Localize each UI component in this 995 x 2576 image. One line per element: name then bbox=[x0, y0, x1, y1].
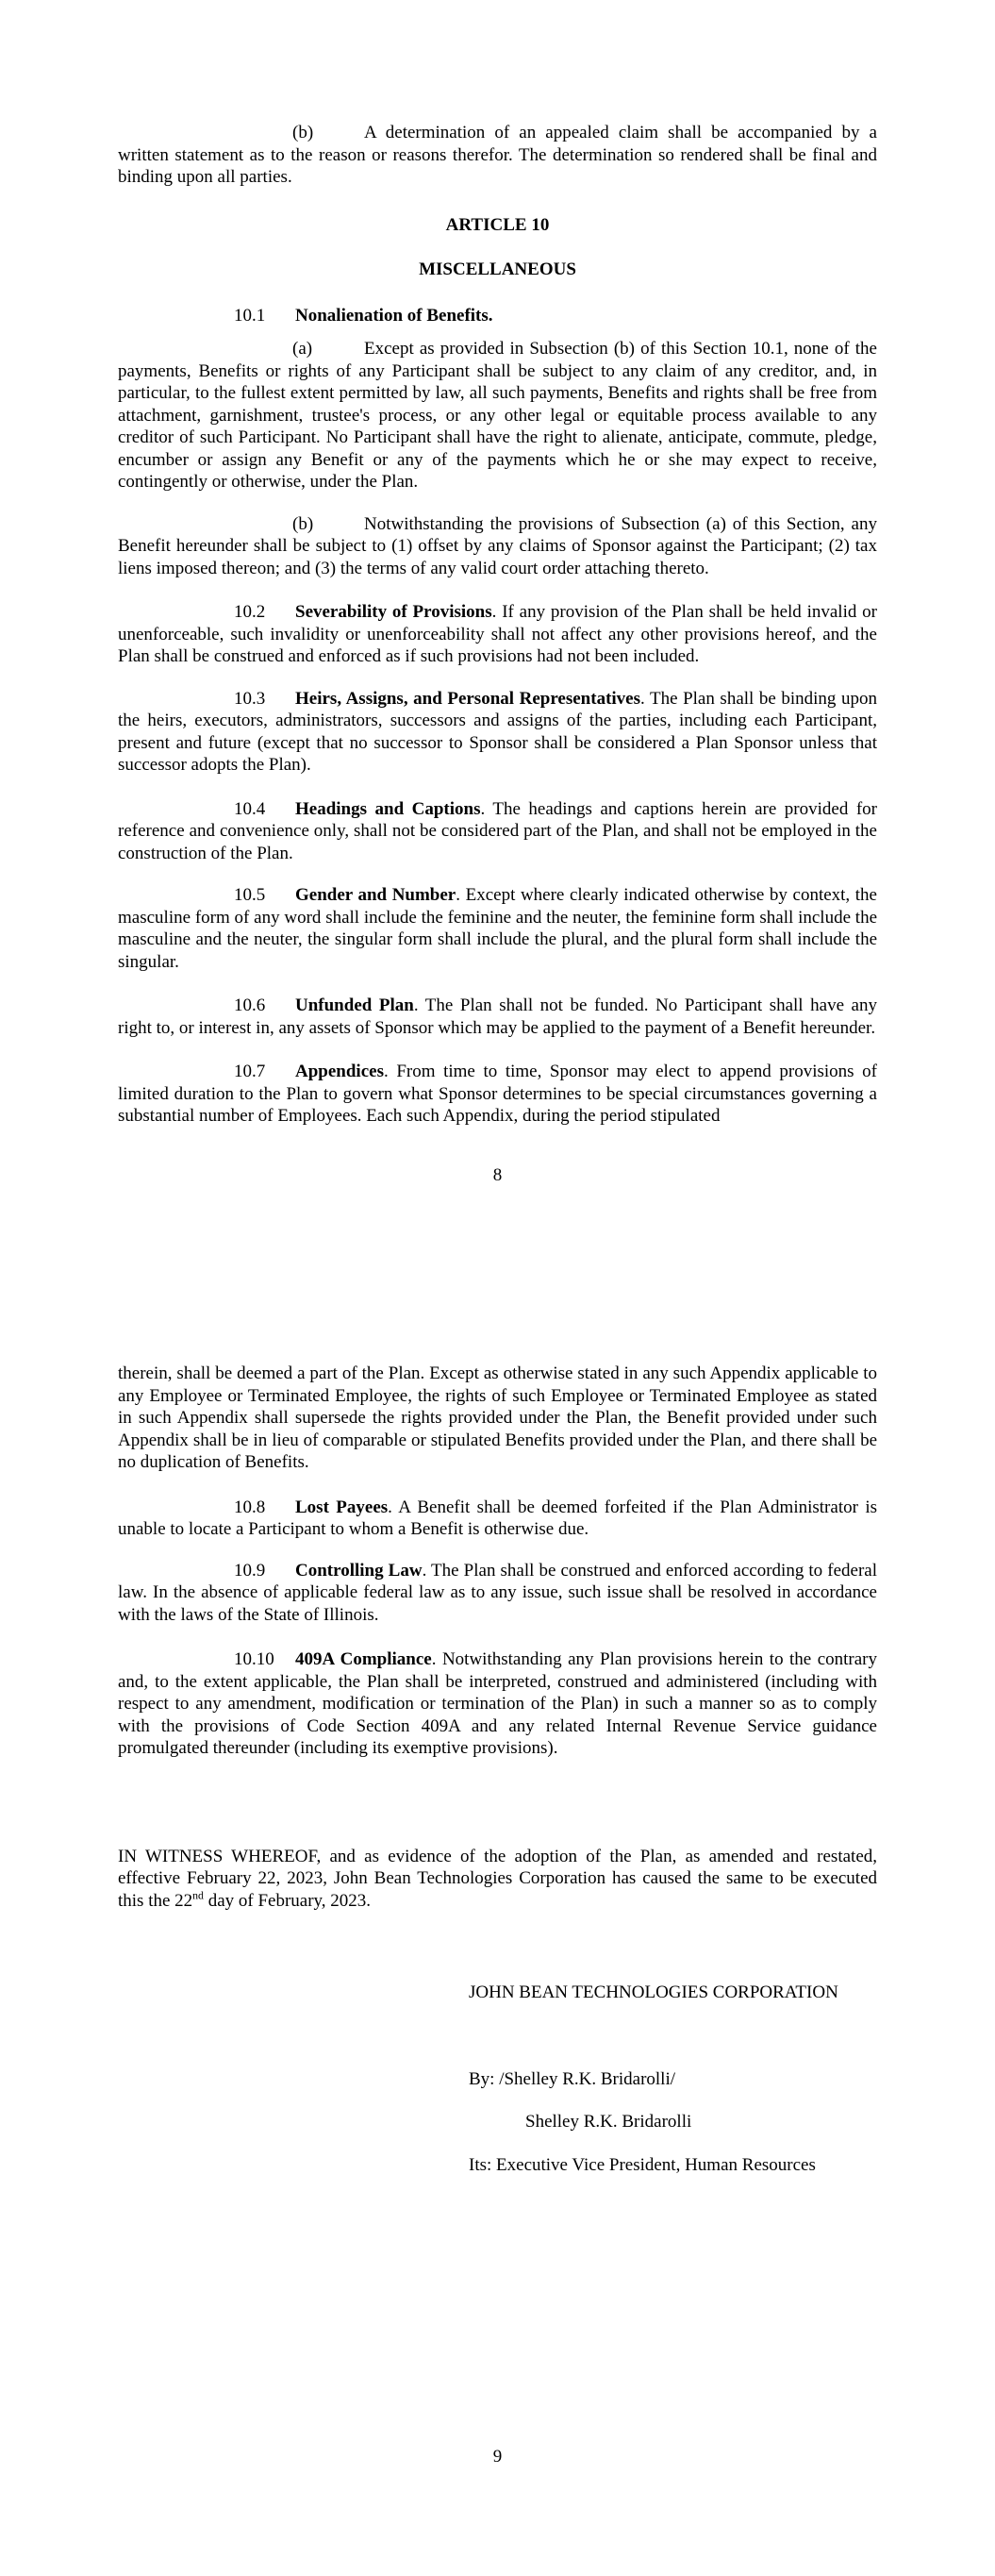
section-number: 10.2 bbox=[234, 602, 266, 622]
ordinal-superscript: nd bbox=[192, 1889, 204, 1902]
section-number: 10.6 bbox=[234, 995, 266, 1015]
section-number: 10.1 bbox=[234, 305, 266, 326]
section-10-2-paragraph bbox=[118, 601, 877, 668]
section-title: Severability of Provisions bbox=[295, 602, 492, 622]
section-10-10-paragraph bbox=[118, 1648, 877, 1760]
section-title: Headings and Captions bbox=[295, 798, 481, 819]
section-body: . Notwithstanding any Plan provisions herein to the contrary and, to the extent applicable, the Plan shall be interpreted, construed and administered (including with respect to any amendment, modification or termination of the Plan) in such a manner so as to comply with the provisions of Code Section 409A and any related Internal Revenue Service guidance promulgated thereunder (including its exemptive provisions). bbox=[118, 1649, 878, 1758]
section-number: 10.3 bbox=[234, 688, 266, 709]
section-10-1-heading bbox=[118, 305, 877, 327]
subsection-b-marker: (b) bbox=[292, 123, 314, 142]
subsection-b-marker: (b) bbox=[292, 513, 314, 534]
appeal-determination-text: A determination of an appealed claim shall be accompanied by a written statement as to the reason or reasons therefor. The determination so rendered shall be final and binding upon all parties. bbox=[118, 123, 877, 187]
section-body: . The Plan shall be binding upon the heirs, executors, administrators, successors and assigns of the parties, including each Participant, present and future (except that no successor to Sponsor shall be considered a Plan Sponsor unless that successor adopts the Plan). bbox=[118, 688, 877, 775]
witness-text-end: day of February, 2023. bbox=[203, 1890, 372, 1911]
signature-by-line: By: /Shelley R.K. Bridarolli/ bbox=[469, 2068, 676, 2089]
section-body: . The Plan shall not be funded. No Participant shall have any right to, or interest in, any assets of Sponsor which may be applied to the payment of a Benefit hereunder. bbox=[118, 995, 877, 1038]
section-number: 10.9 bbox=[234, 1560, 266, 1581]
section-title: Unfunded Plan bbox=[295, 995, 414, 1015]
section-body: . The Plan shall be construed and enforced according to federal law. In the absence of applicable federal law as to any issue, such issue shall be resolved in accordance with the laws of the State of Illinois. bbox=[118, 1560, 877, 1625]
article-subheading: MISCELLANEOUS bbox=[419, 259, 576, 279]
subsection-a-text: Except as provided in Subsection (b) of this Section 10.1, none of the payments, Benefits or rights of any Participant shall be subject to any claim of any creditor, and, in particular, to the fullest extent permitted by law, all such payments, Benefits and rights shall be free from attachment, garnishment, trustee's process, or any other legal or equitable process available to any creditor of such Participant. No Participant shall have the right to alienate, anticipate, commute, pledge, encumber or assign any Benefit or any of the payments which he or she may expect to receive, contingently or otherwise, under the Plan. bbox=[118, 339, 877, 492]
page-number-9: 9 bbox=[492, 2447, 503, 2467]
section-10-4-paragraph bbox=[118, 798, 877, 865]
section-number: 10.8 bbox=[234, 1497, 266, 1517]
appendix-continuation-paragraph: therein, shall be deemed a part of the Plan. Except as otherwise stated in any such Appendix applicable to any Employee or Terminated Employee, the rights of such Employee or Terminated Employee as stated in such Appendix shall supersede the rights provided under the Plan, the Benefit provided under such Appendix shall be in lieu of comparable or stipulated Benefits provided under the Plan, and there shall be no duplication of Benefits. bbox=[118, 1363, 877, 1472]
witness-paragraph bbox=[118, 1846, 877, 1913]
section-body: . If any provision of the Plan shall be held invalid or unenforceable, such invalidity or unenforceability shall not affect any other provisions hereof, and the Plan shall be construed and enforced as if such provisions had not been included. bbox=[118, 602, 877, 666]
section-10-6-paragraph bbox=[118, 995, 877, 1039]
document-page-2 bbox=[118, 1363, 877, 2468]
subsection-a-paragraph bbox=[118, 338, 877, 493]
section-body: . A Benefit shall be deemed forfeited if the Plan Administrator is unable to locate a Participant to whom a Benefit is otherwise due. bbox=[118, 1497, 878, 1539]
article-heading: ARTICLE 10 bbox=[445, 214, 550, 235]
section-10-3-paragraph bbox=[118, 688, 877, 777]
document-page-1 bbox=[118, 122, 877, 1186]
page-number-8: 8 bbox=[492, 1164, 503, 1185]
section-body: . The headings and captions herein are provided for reference and convenience only, shall not be considered part of the Plan, and shall not be employed in the construction of the Plan. bbox=[118, 798, 877, 863]
section-10-7-paragraph bbox=[118, 1061, 877, 1128]
section-title: Controlling Law bbox=[295, 1560, 423, 1581]
section-number: 10.5 bbox=[234, 885, 266, 905]
section-title: Appendices bbox=[295, 1062, 384, 1081]
section-body: . Except where clearly indicated otherwise by context, the masculine form of any word shall include the feminine and the neuter, the feminine form shall include the masculine and the neuter, the singular form shall include the plural, and the plural form shall include the singular. bbox=[118, 885, 877, 972]
section-title: 409A Compliance bbox=[295, 1649, 432, 1669]
section-title: Nonalienation of Benefits. bbox=[295, 305, 493, 326]
signature-name-line: Shelley R.K. Bridarolli bbox=[525, 2112, 692, 2132]
section-10-8-paragraph bbox=[118, 1497, 877, 1541]
subsection-b-paragraph bbox=[118, 513, 877, 580]
subsection-a-marker: (a) bbox=[292, 339, 313, 359]
section-number: 10.10 bbox=[234, 1649, 274, 1669]
section-body: . From time to time, Sponsor may elect to append provisions of limited duration to the Plan to govern what Sponsor determines to be special circumstances governing a substantial number of Employees. Each such Appendix, during the period stipulated bbox=[118, 1062, 877, 1126]
company-name-line: JOHN BEAN TECHNOLOGIES CORPORATION bbox=[469, 1982, 838, 2002]
section-title: Heirs, Assigns, and Personal Representatives bbox=[295, 688, 641, 709]
signature-title-line: Its: Executive Vice President, Human Resources bbox=[469, 2154, 816, 2175]
section-10-9-paragraph bbox=[118, 1560, 877, 1627]
section-title: Lost Payees bbox=[295, 1497, 389, 1517]
witness-text: IN WITNESS WHEREOF, and as evidence of the adoption of the Plan, as amended and restated, effective February 22, 2023, John Bean Technologies Corporation has caused the same to be executed this the 22 bbox=[118, 1846, 877, 1911]
appeal-determination-paragraph bbox=[118, 122, 877, 189]
section-title: Gender and Number bbox=[295, 885, 456, 905]
section-10-5-paragraph bbox=[118, 884, 877, 973]
section-number: 10.7 bbox=[234, 1062, 266, 1081]
section-number: 10.4 bbox=[234, 798, 266, 819]
subsection-b-text: Notwithstanding the provisions of Subsection (a) of this Section, any Benefit hereunder shall be subject to (1) offset by any claims of Sponsor against the Participant; (2) tax liens imposed thereon; and (3) the terms of any valid court order attaching thereto. bbox=[118, 513, 877, 578]
